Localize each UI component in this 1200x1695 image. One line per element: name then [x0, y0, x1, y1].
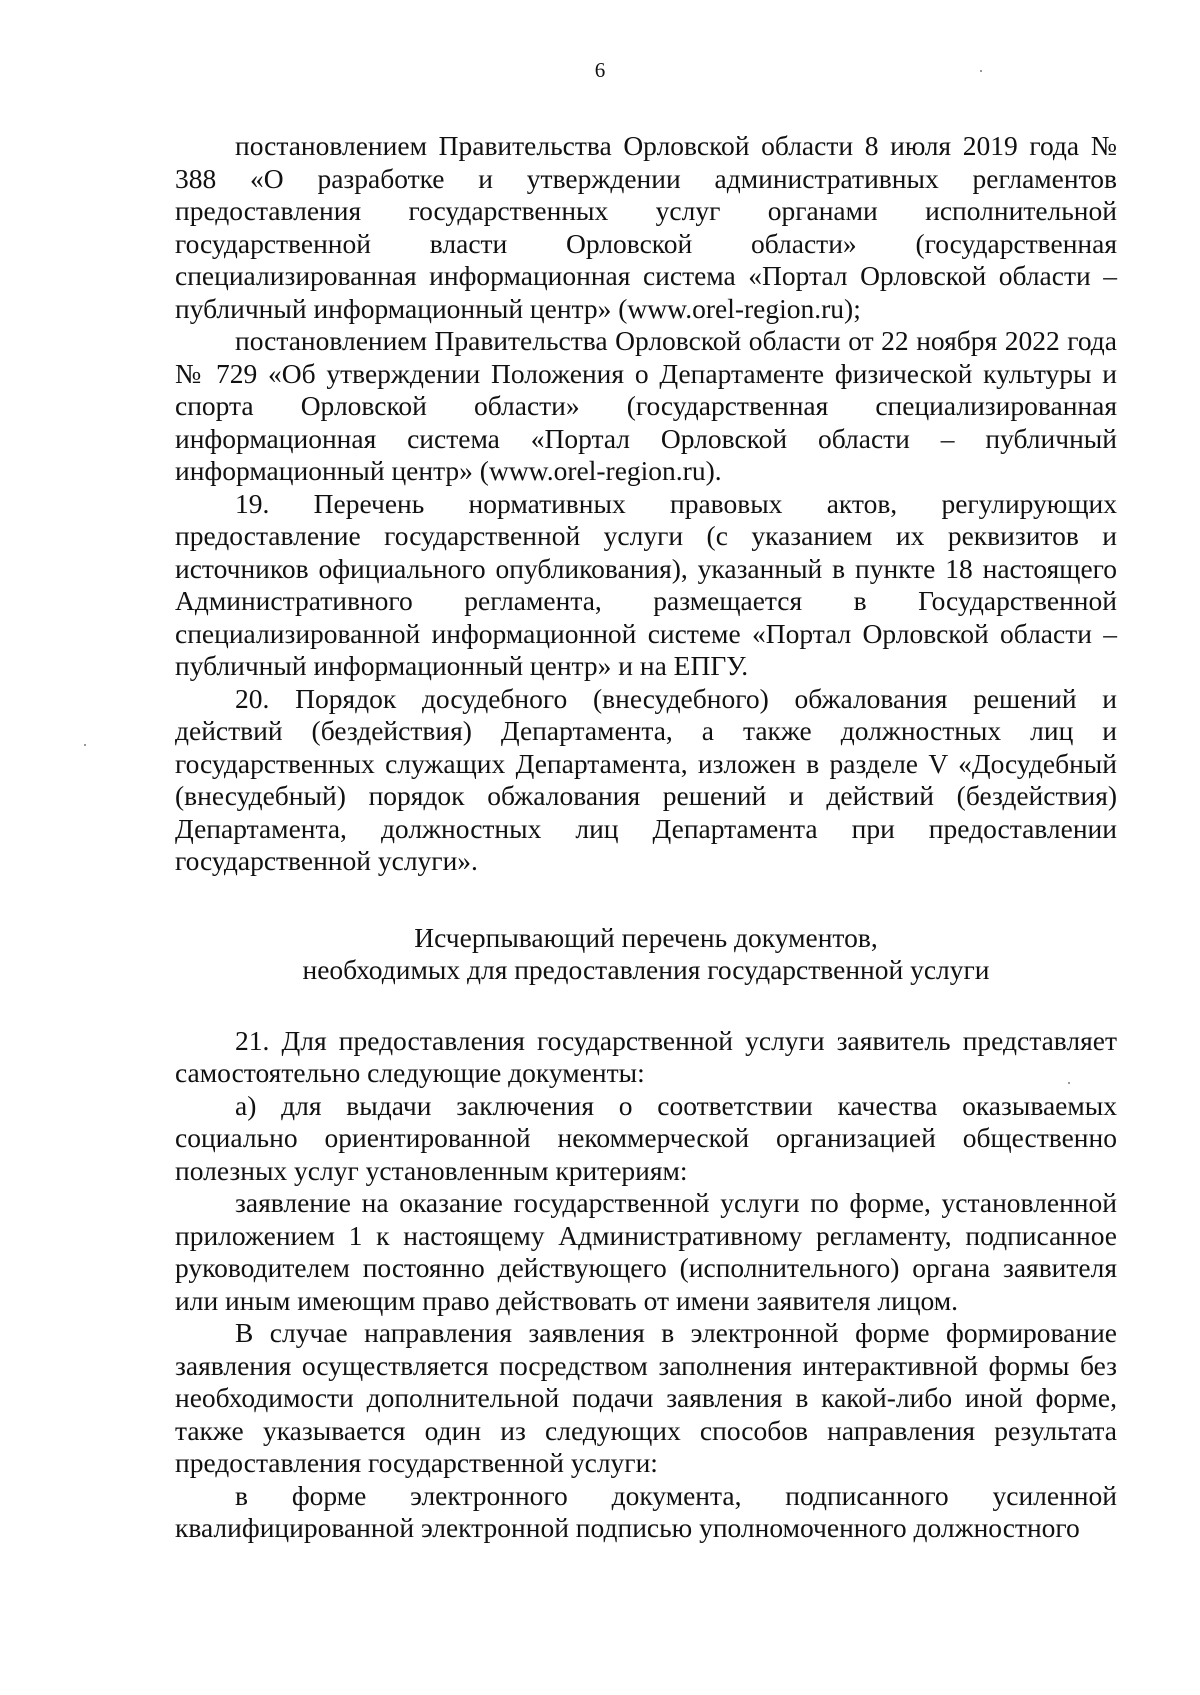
- scan-speck: [84, 744, 86, 746]
- section-heading-line-2: необходимых для предоставления государственной услуги: [302, 954, 990, 985]
- scan-speck: [980, 70, 982, 72]
- section-heading: [175, 922, 1117, 987]
- paragraph-item-19: 19. Перечень нормативных правовых актов, регулирующих предоставление государственной услуги (с указанием их реквизитов и источников официального опубликования), указанный в пункте 18 настоящего Административного регламента, размещается в Государственной специализированной информационной системе «Портал Орловской области – публичный информационный центр» и на ЕПГУ.: [175, 487, 1117, 681]
- paragraph-decree-388: постановлением Правительства Орловской области 8 июля 2019 года № 388 «О разработке и утверждении административных регламентов предоставления государственных услуг органами исполнительной государственной власти Орловской области» (государственная специализированная информационная система «Портал Орловской области – публичный информационный центр» (www.orel-region.ru);: [175, 130, 1117, 324]
- paragraph-application-form: заявление на оказание государственной услуги по форме, установленной приложением 1 к настоящему Административному регламенту, подписанное руководителем постоянно действующего (исполнительного) органа заявителя или иным имеющим право действовать от имени заявителя лицом.: [175, 1187, 1117, 1316]
- paragraph-item-20: 20. Порядок досудебного (внесудебного) обжалования решений и действий (бездействия) Департамента, а также должностных лиц и государственных служащих Департамента, изложен в разделе V «Досудебный (внесудебный) порядок обжалования решений и действий (бездействия) Департамента, должностных лиц Департамента при предоставлении государственной услуги».: [175, 682, 1117, 876]
- document-body: [175, 130, 1117, 1545]
- paragraph-electronic-document: в форме электронного документа, подписанного усиленной квалифицированной электронной подписью уполномоченного должностного: [175, 1479, 1117, 1543]
- section-heading-line-1: Исчерпывающий перечень документов,: [414, 921, 878, 953]
- paragraph-subitem-a: а) для выдачи заключения о соответствии качества оказываемых социально ориентированной некоммерческой организацией общественно полезных услуг установленным критериям:: [175, 1089, 1117, 1186]
- page-number: 6: [594, 58, 606, 82]
- scan-speck: [1068, 1082, 1070, 1084]
- paragraph-decree-729: постановлением Правительства Орловской области от 22 ноября 2022 года № 729 «Об утверждении Положения о Департаменте физической культуры и спорта Орловской области» (государственная специализированная информационная система «Портал Орловской области – публичный информационный центр» (www.orel-region.ru).: [175, 325, 1117, 486]
- paragraph-item-21: 21. Для предоставления государственной услуги заявитель представляет самостоятельно следующие документы:: [175, 1024, 1117, 1088]
- paragraph-electronic-submission: В случае направления заявления в электронной форме формирование заявления осуществляется посредством заполнения интерактивной формы без необходимости дополнительной подачи заявления в какой-либо иной форме, также указывается один из следующих способов направления результата предоставления государственной услуги:: [175, 1317, 1117, 1478]
